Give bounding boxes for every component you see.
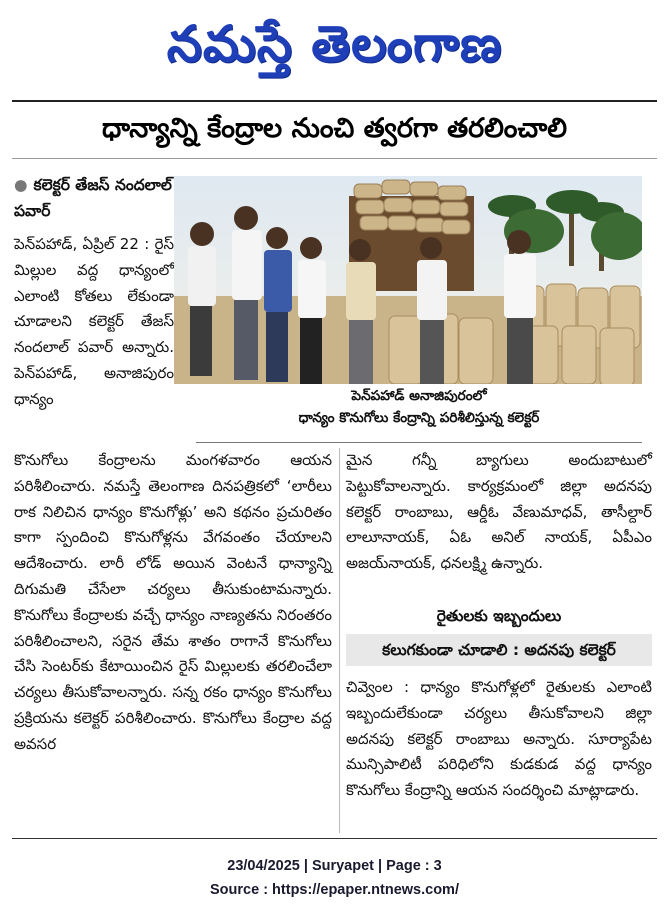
body-column-right-secondary: చివ్వెంల : ధాన్యం కొనుగోళ్లలో రైతులకు ఎలాంటి ఇబ్బందులేకుండా చర్యలు తీసుకోవాలని జిల్లా అదనపు కలెక్టర్ రాంబాబు అన్నారు. సూర్యాపేట మున్సిపాలిటీ పరిధిలోని కుడకుడ వద్ద ధాన్యం కొనుగోలు కేంద్రాన్ని ఆయన సందర్శించి మాట్లాడారు.: [346, 678, 652, 800]
intro-paragraph: పెన్‌పహాడ్, ఏప్రిల్ 22 : రైస్ మిల్లుల వద్ద ధాన్యంలో ఎలాంటి కోతలు లేకుండా చూడాలని కలెక్టర్ తేజస్ నందలాల్ పవార్ అన్నారు. పెన్‌పహాడ్, అనాజిపురం ధాన్యం: [14, 235, 174, 408]
bullet-icon: ●: [14, 176, 28, 194]
article-headline: ధాన్యాన్ని కేంద్రాల నుంచి త్వరగా తరలించాలి: [12, 100, 657, 159]
footer-divider: [12, 838, 657, 839]
caption-line-2: ధాన్యం కొనుగోలు కేంద్రాన్ని పరిశీలిస్తున్న కలెక్టర్: [298, 410, 540, 426]
subheading-secondary: కలుగకుండా చూడాలి : అదనపు కలెక్టర్: [346, 634, 652, 666]
subheading-primary: రైతులకు ఇబ్బందులు: [436, 607, 562, 625]
column-divider: [339, 448, 340, 833]
collector-inspection-photo: [174, 176, 642, 384]
caption-divider: [196, 442, 642, 443]
photo-caption: [196, 385, 642, 429]
body-column-left: కొనుగోలు కేంద్రాలను మంగళవారం ఆయన పరిశీలించారు. నమస్తే తెలంగాణ దినపత్రికలో ‘లారీలు రాక నిలిచిన ధాన్యం కొనుగోళ్లు’ అని కథనం ప్రచురితం కాగా స్పందించి కొనుగోళ్లను వేగవంతం చేయాలని ఆదేశించారు. లారీ లోడ్ అయిన వెంటనే ధాన్యాన్ని దిగుమతి చేసేలా చర్యలు తీసుకుంటామన్నారు. కొనుగోలు కేంద్రాలకు వచ్చే ధాన్యం నాణ్యతను నిరంతరం పరిశీలించాలని, సరైన తేమ శాతం రాగానే కొనుగోలు చేసి సెంటర్‌కు కేటాయించిన రైస్ మిల్లులకు తరలించేలా చర్యలు తీసుకోవాలన్నారు. సన్న రకం ధాన్యం కొనుగోలు ప్రక్రియను కలెక్టర్ పరిశీలించారు. కొనుగోలు కేంద్రాల వద్ద అవసర: [14, 451, 332, 753]
byline: [14, 172, 174, 224]
news-photo: [174, 176, 642, 384]
byline-text: కలెక్టర్ తేజస్ నందలాల్ పవార్: [14, 176, 172, 220]
newspaper-logo-title: నమస్తే తెలంగాణ: [166, 15, 503, 73]
masthead: [0, 0, 669, 92]
body-column-right: మైన గన్నీ బ్యాగులు అందుబాటులో పెట్టుకోవాలన్నారు. కార్యక్రమంలో జిల్లా అదనపు కలెక్టర్ రాంబాబు, ఆర్డీఓ వేణుమాధవ్, తాసీల్దార్ లాలూనాయక్, ఏఓ అనిల్ నాయక్, ఏపీఎం అజయ్‌నాయక్, ధనలక్ష్మి ఉన్నారు.: [346, 451, 652, 573]
footer-date-edition: 23/04/2025 | Suryapet | Page : 3: [227, 858, 442, 874]
caption-line-1: పెన్‌పహాడ్ అనాజిపురంలో: [351, 388, 487, 404]
footer-source-link[interactable]: Source : https://epaper.ntnews.com/: [210, 882, 459, 898]
